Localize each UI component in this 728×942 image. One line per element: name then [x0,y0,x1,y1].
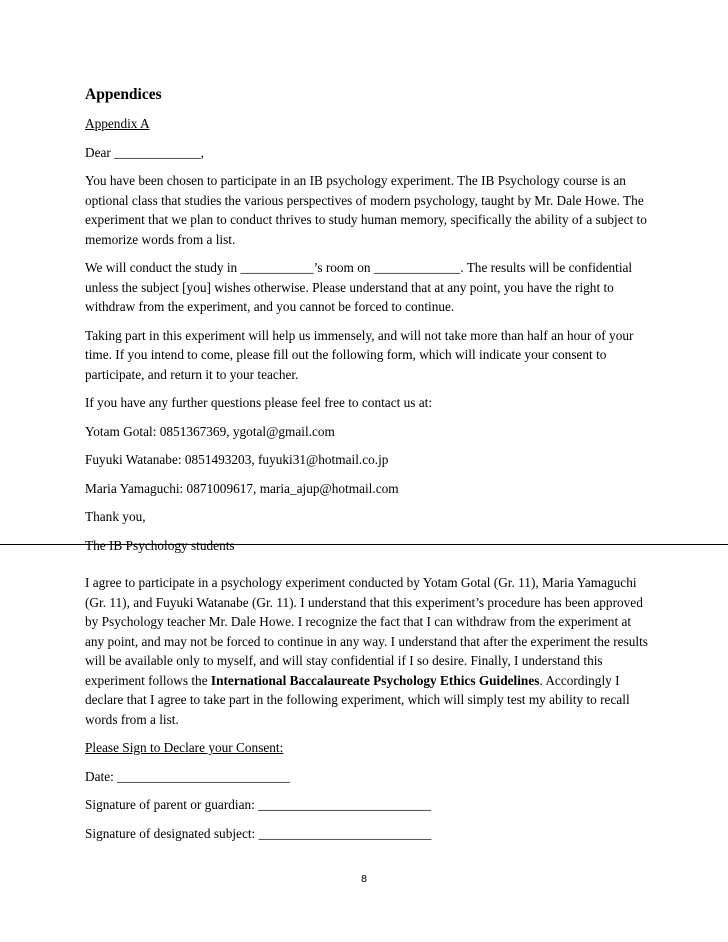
letter-paragraph-4: If you have any further questions please feel free to contact us at: [85,395,433,410]
page-heading: Appendices [85,86,162,103]
page-number: 8 [360,874,368,885]
contact-line-1: Yotam Gotal: 0851367369, ygotal@gmail.com [85,423,335,439]
consent-section [85,573,650,852]
signoff-line: The IB Psychology students [85,537,235,553]
consent-text-start: I agree to participate in a psychology experiment conducted by Yotam Gotal (Gr. 11), Maria Yamaguchi (Gr. 11), and Fuyuki Watanabe (Gr. 11). I understand that this experiment’s procedure has been approved by Psychology teacher Mr. Dale Howe. I recognize the fact that I can withdraw from the experiment at any point, and may not be forced to continue in any way. I understand that after the experiment the results will be available only to myself, and will stay confidential if I so desire. Finally, I understand this experiment follows the [85,575,648,688]
consent-paragraph [85,573,650,729]
letter-paragraph-3: Taking part in this experiment will help us immensely, and will not take more than half an hour of your time. If you intend to come, please fill out the following form, which will indicate your consent to participate, and return it to your teacher. [85,327,634,382]
date-line: Date: __________________________ [85,768,290,784]
section-divider [0,544,728,545]
subject-signature-line: Signature of designated subject: __________________________ [85,825,432,841]
letter-paragraph-2: We will conduct the study in ___________’s room on _____________. The results will be confidential unless the subject [you] wishes otherwise. Please understand that at any point, you have the right to withdraw from the experiment, and you cannot be forced to continue. [85,260,633,314]
consent-text-end: . Accordingly I declare that I agree to take part in the following experiment, which will simply test my ability to recall words from a list. [85,672,630,727]
letter-paragraph-1: You have been chosen to participate in an IB psychology experiment. The IB Psychology course is an optional class that studies the various perspectives of modern psychology, taught by Mr. Dale Howe. The experiment that we plan to conduct thrives to study human memory, specifically the ability of a subject to memorize words from a list. [85,173,647,247]
closing-line: Thank you, [85,509,146,524]
contact-line-2: Fuyuki Watanabe: 0851493203, fuyuki31@hotmail.co.jp [85,452,389,467]
salutation: Dear _____________, [85,144,204,160]
parent-signature-line: Signature of parent or guardian: __________________________ [85,797,432,812]
contact-line-3: Maria Yamaguchi: 0871009617, maria_ajup@hotmail.com [85,480,399,496]
ethics-guidelines-bold: International Baccalaureate Psychology Ethics Guidelines [210,672,540,688]
sign-prompt: Please Sign to Declare your Consent: [85,740,284,755]
letter-section [85,85,650,564]
appendix-label: Appendix A [85,116,150,131]
